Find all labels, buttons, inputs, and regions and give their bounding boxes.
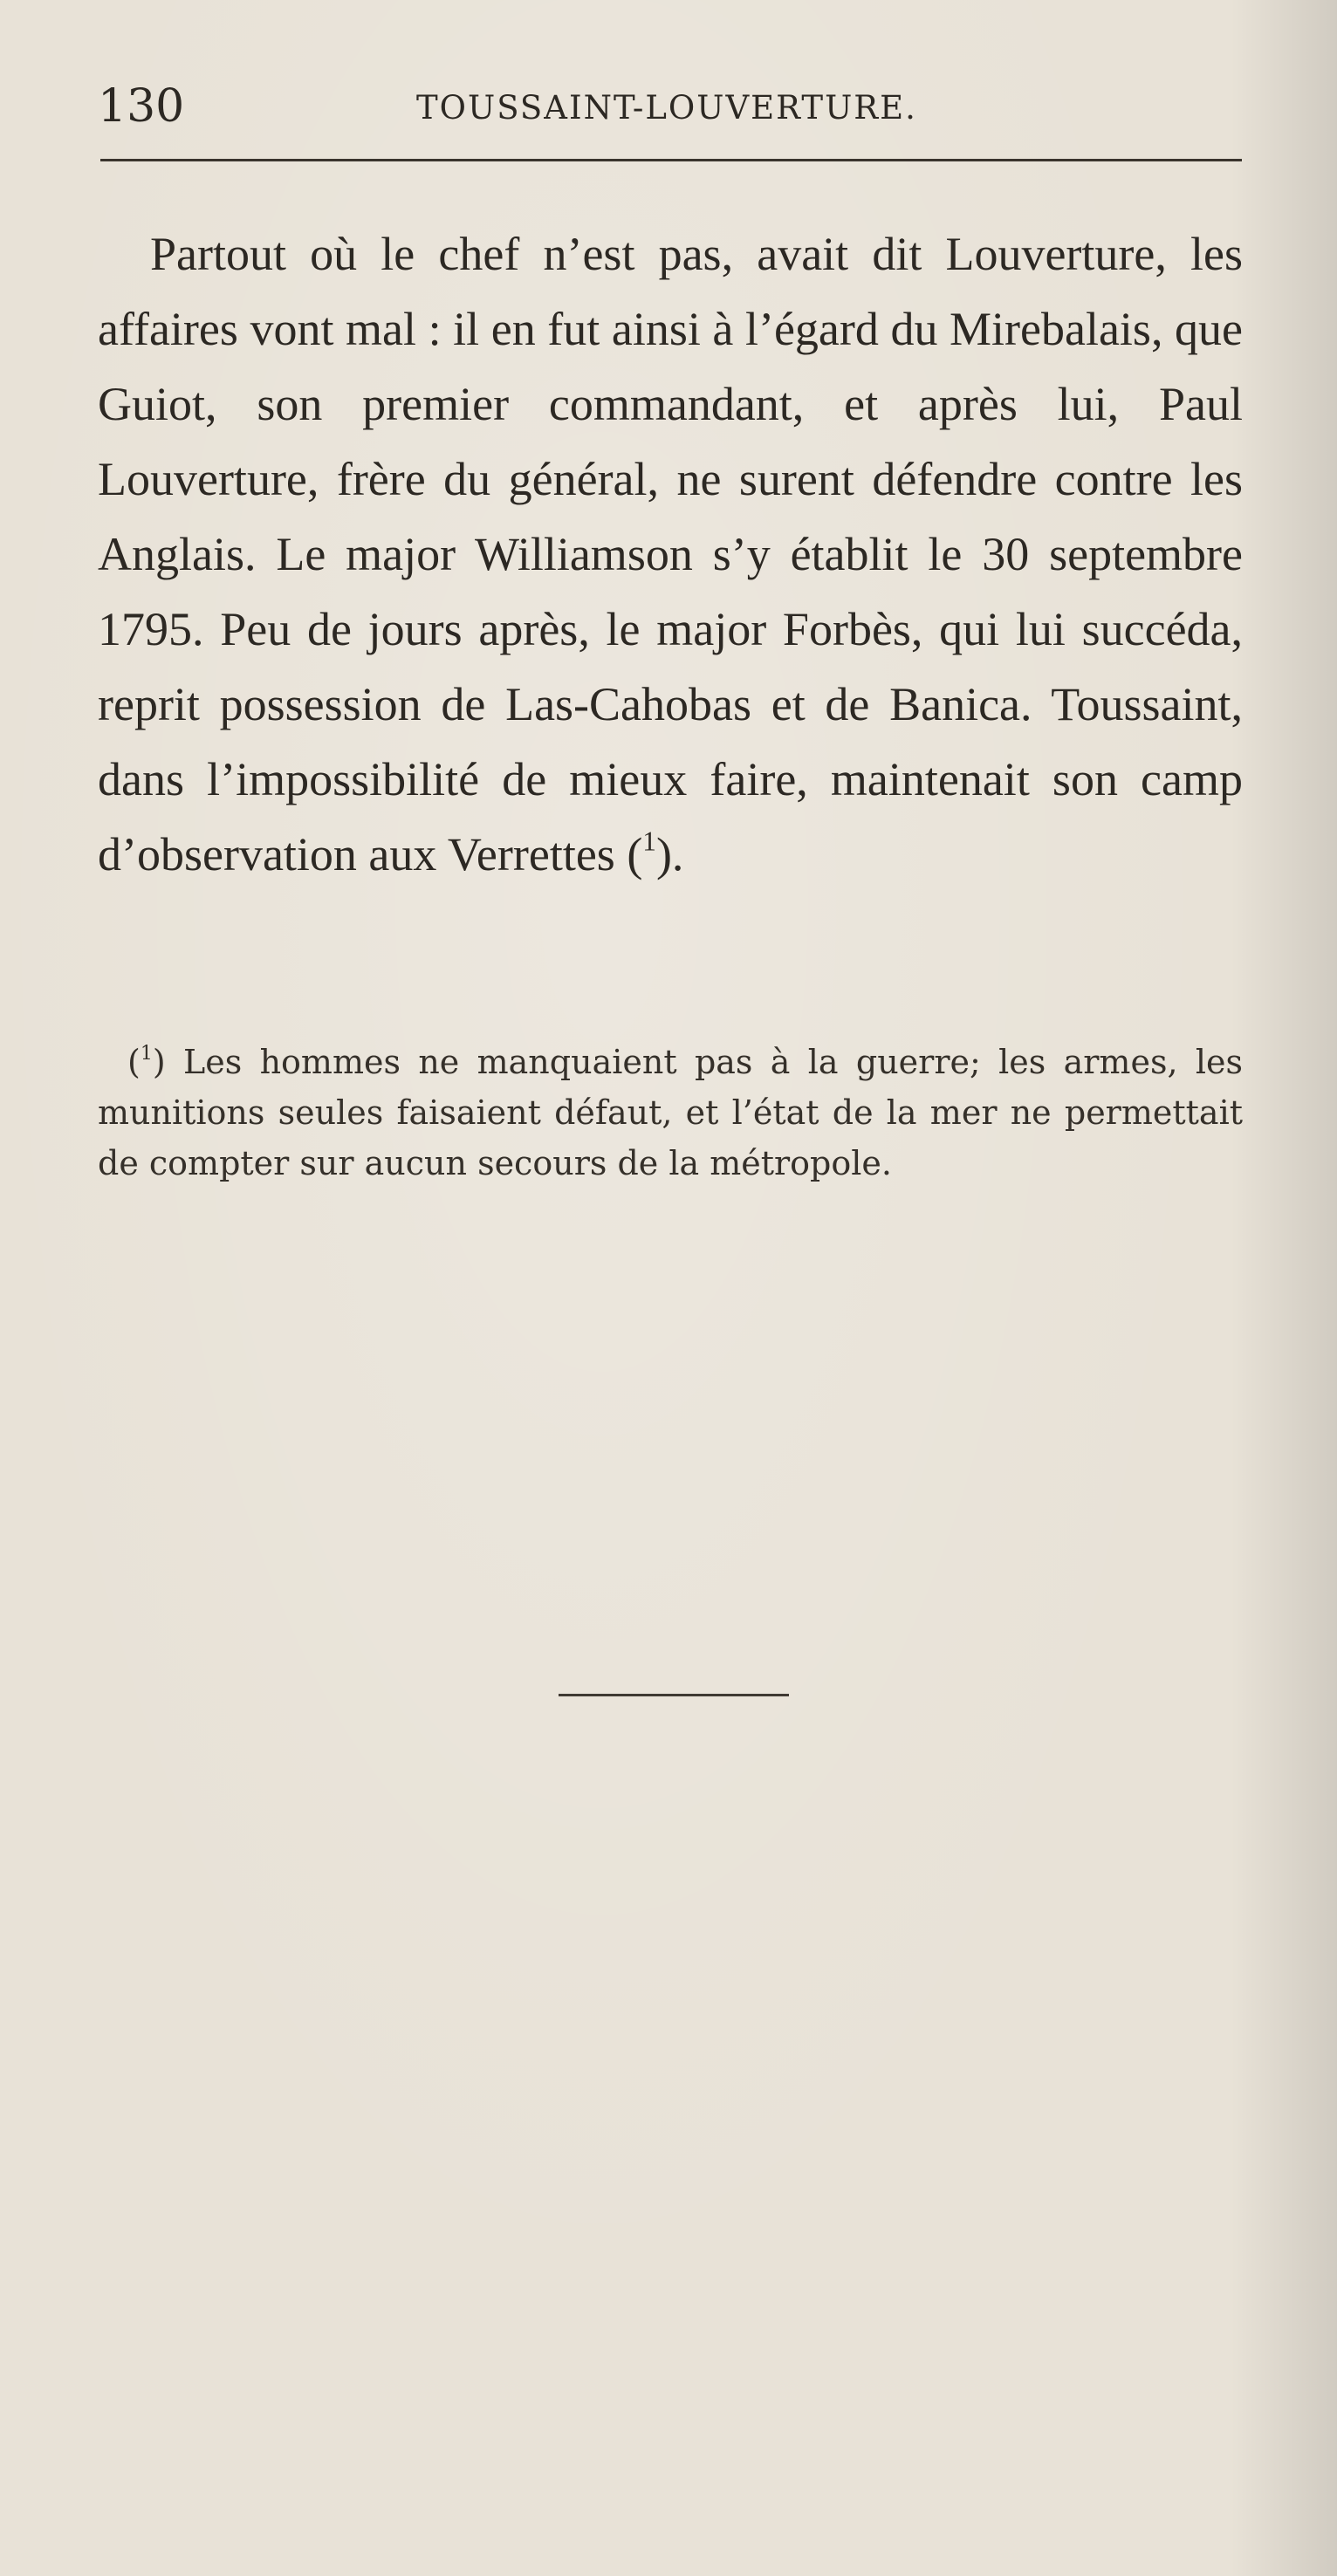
footnote-text: Les hommes ne manquaient pas à la guerre; les armes, les munitions seules faisaient défaut, et l’état de la mer ne permettait de compter sur aucun secours de la métropole.	[98, 1043, 1243, 1182]
main-paragraph-ending: ).	[655, 828, 684, 880]
footnote-marker: 1	[140, 1043, 153, 1065]
footnote	[98, 1037, 1243, 1189]
footnote-reference: 1	[642, 826, 656, 857]
header-rule	[100, 159, 1242, 161]
main-paragraph	[98, 216, 1243, 892]
end-rule	[559, 1694, 789, 1696]
main-paragraph-text: Partout où le chef n’est pas, avait dit Louverture, les affaires vont mal : il en fut ainsi à l’égard du Mirebalais, que Guiot, son premier commandant, et après lui, Paul Louverture, frère du général, ne surent défendre contre les Anglais. Le major Williamson s’y établit le 30 septembre 1795. Peu de jours après, le major Forbès, qui lui succéda, reprit possession de Las-Cahobas et de Banica. Toussaint, dans l’impossibilité de mieux faire, maintenait son camp d’observation aux Verrettes (	[98, 228, 1243, 880]
running-title: TOUSSAINT-LOUVERTURE.	[416, 89, 917, 127]
footnote-close-paren: )	[152, 1043, 166, 1081]
page-number: 130	[98, 80, 185, 133]
footnote-open-paren: (	[127, 1043, 141, 1081]
running-head	[98, 80, 1239, 141]
